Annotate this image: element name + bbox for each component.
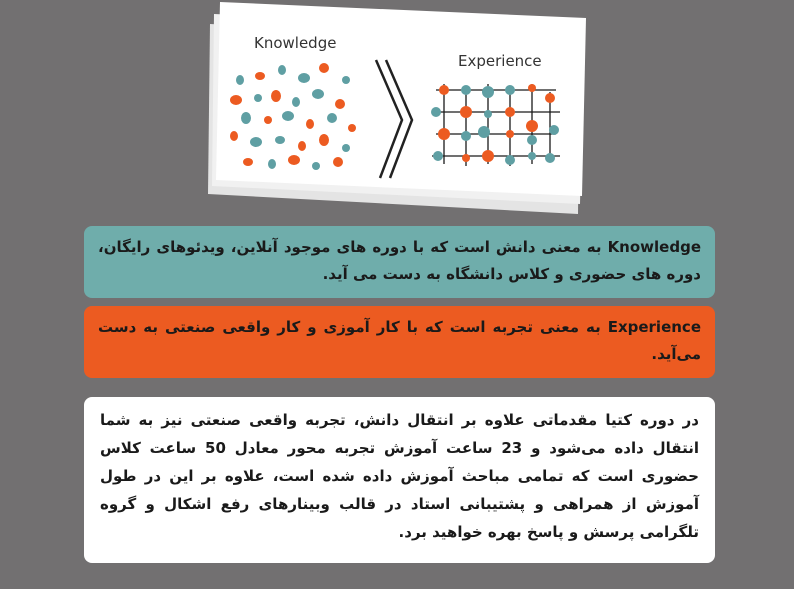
knowledge-label: Knowledge <box>254 34 337 52</box>
illustration-svg <box>196 0 596 224</box>
knowledge-description: Knowledge به معنی دانش است که با دوره های موجود آنلاین، ویدئوهای رایگان، دوره های حضوری و کلاس دانشگاه به دست می آید. <box>98 238 701 283</box>
experience-card <box>84 306 715 378</box>
experience-description: Experience به معنی تجربه است که با کار آموزی و کار واقعی صنعتی به دست می‌آید. <box>98 318 701 363</box>
knowledge-experience-illustration <box>196 0 596 224</box>
course-description: در دوره کتیا مقدماتی علاوه بر انتقال دانش، تجربه واقعی صنعتی نیز به شما انتقال داده می‌شود و 23 ساعت آموزش تجربه محور معادل 50 ساعت کلاس حضوری است که تمامی مباحث آموزش داده شده است، علاوه بر این در طول آموزش از همراهی و پشتیبانی استاد در قالب وبینارهای رفع اشکال و گروه تلگرامی پرسش و پاسخ بهره خواهید برد. <box>100 411 700 541</box>
knowledge-card <box>84 226 715 298</box>
experience-label: Experience <box>458 52 542 70</box>
course-card <box>84 397 715 563</box>
